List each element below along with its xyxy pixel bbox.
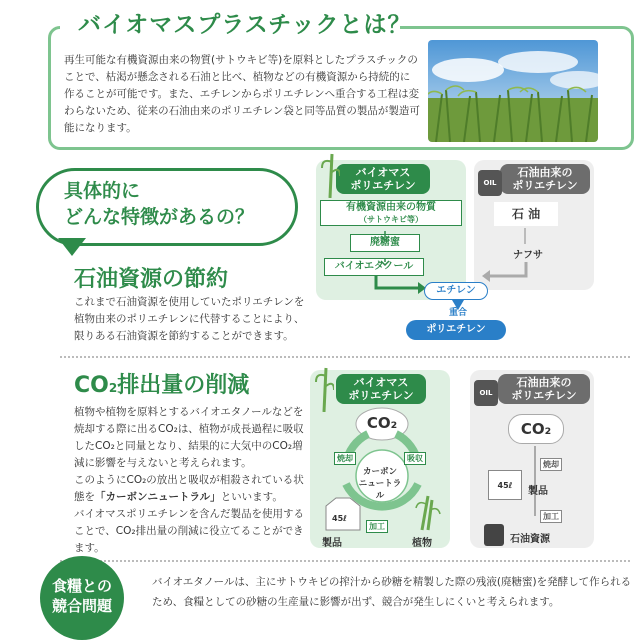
down-arrow-1 [380, 226, 390, 245]
question-bubble-tail [58, 238, 86, 256]
carbon-neutral-center [356, 466, 404, 502]
section2-heading [74, 368, 249, 399]
oil-box: 石 油 [494, 202, 558, 226]
bio-to-ethylene-arrow [370, 276, 430, 302]
oil-to-naphtha-line [524, 228, 526, 244]
oil-product-label: 製品 [528, 486, 548, 497]
section2-p2-c: といいます。 [220, 491, 283, 503]
food-tag-line-2: 競合問題 [51, 597, 112, 615]
plant-label: 植物 [412, 538, 432, 549]
polyethylene-pill: ポリエチレン [406, 320, 506, 340]
oil-drum-small-icon [484, 524, 504, 546]
oil-panel-2-header [498, 374, 590, 404]
section2-paragraph-3: バイオマスポリエチレンを含んだ製品を使用することで、CO₂排出量の削減に役立てることができます。 [74, 508, 305, 554]
co2-label-oil: CO₂ [508, 414, 564, 444]
oil-head-line-1: 石油由来の [517, 166, 573, 179]
molasses-box: 廃糖蜜 [350, 234, 420, 252]
divider-2 [60, 560, 630, 562]
divider-1 [60, 356, 630, 358]
sugarcane-icon [320, 150, 340, 202]
section2-p2-a: このようにCO₂の放出と吸収が相殺されている状態を [74, 474, 304, 503]
organic-resource-box [320, 200, 462, 226]
carbon-neutral-line-1: カーボン [362, 467, 397, 477]
section2-paragraph-1: 植物や植物を原料とするバイオエタノールなどを焼却する際に出るCO₂は、植物が成長過程に吸収したCO₂と同量となり、結果的に大気中のCO₂増減に影響を与えないと考えられます。 [74, 406, 304, 469]
page-title: バイオマスプラスチックとは？ [78, 12, 412, 38]
intro-text: 再生可能な有機資源由来の物質(サトウキビ等)を原料としたプラスチックのことで、枯渇が懸念される石油と比べ、植物などの有機資源から持続的に作ることが可能です。また、エチレンからポリエチレンへ重合する工程は変わらないため、従来の石油由来のポリエチレン袋と同等品質の製品が製造可能になります。 [64, 54, 420, 134]
product-label-bio: 製品 [322, 538, 342, 549]
polymerize-label: 重合 [448, 308, 467, 318]
carbon-neutral-line-2: ニュートラル [358, 479, 402, 501]
section1-heading: 石油資源の節約 [74, 267, 229, 292]
section2-heading-sub: 2 [108, 381, 118, 395]
biomass-panel-2-header [336, 374, 426, 404]
food-tag-line-1: 食糧との [51, 577, 112, 595]
section2-text [74, 404, 306, 557]
question-line-2: どんな特徴があるの？ [64, 206, 255, 228]
bag-icon-oil: 45ℓ [488, 470, 522, 500]
bag-label-bio: 45ℓ [332, 514, 347, 523]
process-tag: 加工 [366, 520, 388, 533]
oil-flow-line [534, 446, 536, 516]
section2-paragraph-2 [74, 472, 306, 506]
oil-drum-icon-2: OIL [474, 380, 498, 406]
oil2-head-line-2: ポリエチレン [511, 389, 577, 402]
naphtha-label: ナフサ [513, 250, 543, 261]
biomass2-head-line-1: バイオマス [353, 376, 409, 389]
bioethanol-box: バイオエタノール [324, 258, 424, 276]
section2-p2-bold: 「カーボンニュートラル」 [95, 491, 221, 503]
organic-resource-sub: （サトウキビ等） [359, 215, 423, 224]
biomass-head-line-2: ポリエチレン [350, 179, 416, 192]
biomass2-head-line-2: ポリエチレン [348, 389, 414, 402]
question-text [64, 178, 254, 230]
food-competition-tag [40, 556, 124, 640]
oil-resource-label: 石油資源 [510, 534, 550, 545]
sugarcane-photo [428, 40, 598, 142]
oil-burn-tag: 焼却 [540, 458, 562, 471]
biomass-head-line-1: バイオマス [355, 166, 411, 179]
section2-heading-co: CO [74, 373, 109, 398]
section2-heading-rest: 排出量の削減 [117, 373, 250, 398]
oil-drum-icon: OIL [478, 170, 502, 196]
oil-head-line-2: ポリエチレン [512, 179, 578, 192]
food-competition-text: バイオエタノールは、主にサトウキビの搾汁から砂糖を精製した際の残液(廃糖蜜)を発酵して作られるため、食糧としての砂糖の生産量に影響が出ず、競合が発生しにくいと考えられます。 [152, 576, 632, 608]
oil-to-ethylene-arrow [480, 262, 540, 294]
oil-process-tag: 加工 [540, 510, 562, 523]
section1-text: これまで石油資源を使用していたポリエチレンを植物由来のポリエチレンに代替することにより、限りある石油資源を節約することができます。 [74, 296, 305, 342]
ethylene-pill: エチレン [424, 282, 488, 300]
absorb-tag: 吸収 [404, 452, 426, 465]
co2-label-bio: CO₂ [366, 414, 398, 432]
down-arrow-2 [380, 251, 390, 270]
oil-panel-1-header [500, 164, 590, 194]
question-line-1: 具体的に [64, 180, 141, 202]
oil2-head-line-1: 石油由来の [516, 376, 572, 389]
biomass-panel-1-header [336, 164, 430, 194]
burn-tag: 焼却 [334, 452, 356, 465]
organic-resource-label: 有機資源由来の物質 [346, 202, 436, 213]
